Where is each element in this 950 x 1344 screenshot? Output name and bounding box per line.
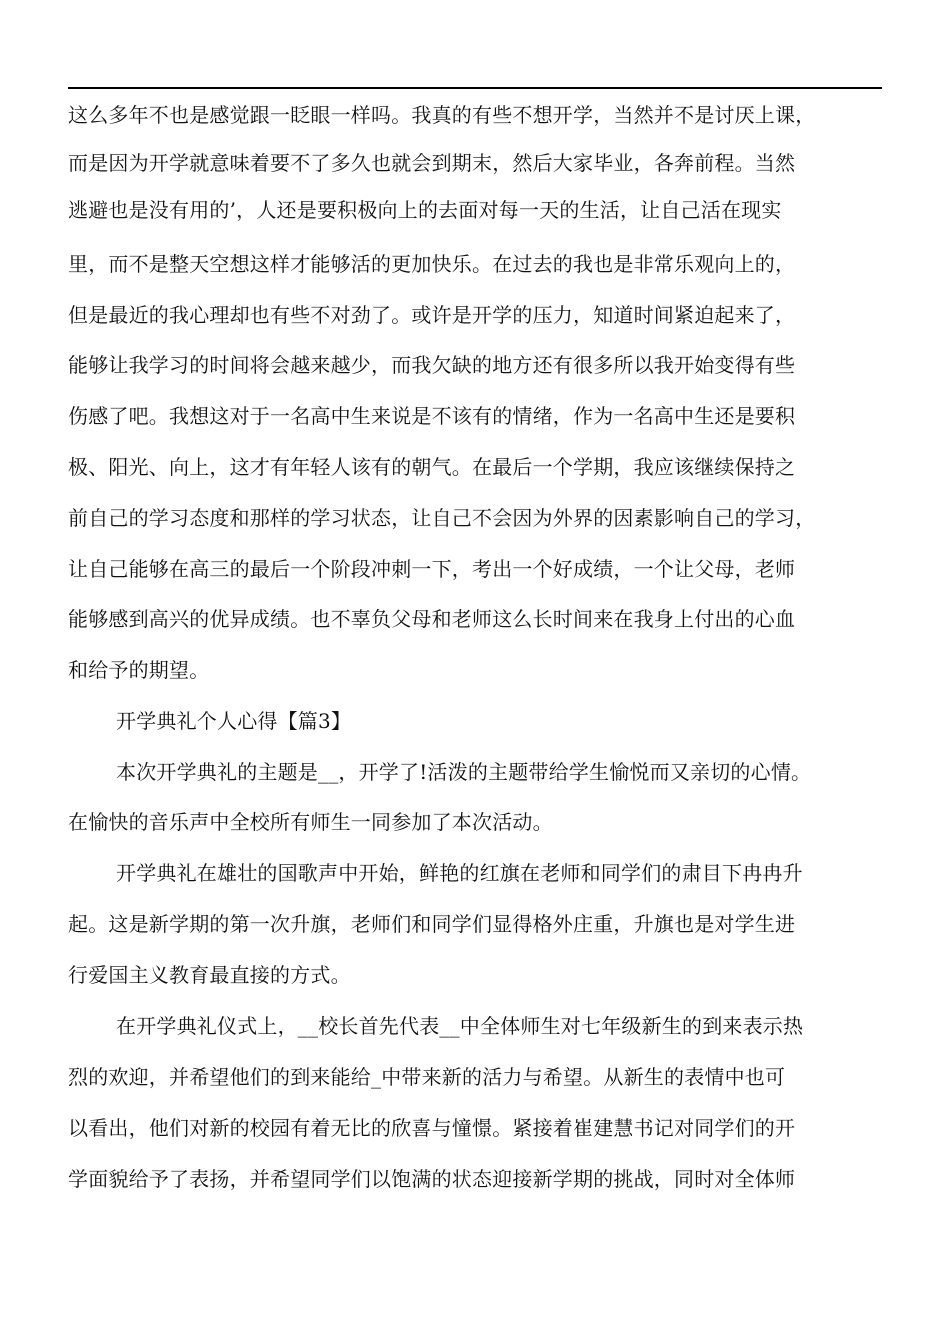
text-line: 但是最近的我心理却也有些不对劲了。或许是开学的压力，知道时间紧迫起来了， <box>68 303 796 327</box>
text-line: 烈的欢迎，并希望他们的到来能给_中带来新的活力与希望。从新生的表情中也可 <box>68 1065 786 1089</box>
header-rule <box>68 87 882 89</box>
text-line: 让自己能够在高三的最后一个阶段冲刺一下，考出一个好成绩，一个让父母，老师 <box>68 557 796 581</box>
section-heading: 开学典礼个人心得【篇3】 <box>116 709 352 733</box>
text-line: 和给予的期望。 <box>68 658 210 682</box>
text-line: 前自己的学习态度和那样的学习状态，让自己不会因为外界的因素影响自己的学习， <box>68 506 816 530</box>
text-line: 而是因为开学就意味着要不了多久也就会到期末，然后大家毕业，各奔前程。当然 <box>68 151 796 175</box>
text-line: 起。这是新学期的第一次升旗，老师们和同学们显得格外庄重，升旗也是对学生进 <box>68 912 796 936</box>
text-line: 极、阳光、向上，这才有年轻人该有的朝气。在最后一个学期，我应该继续保持之 <box>68 455 796 479</box>
text-line: 能够感到高兴的优异成绩。也不辜负父母和老师这么长时间来在我身上付出的心血 <box>68 607 796 631</box>
text-line: 本次开学典礼的主题是__，开学了!活泼的主题带给学生愉悦而又亲切的心情。 <box>116 760 812 784</box>
text-line: 开学典礼在雄壮的国歌声中开始，鲜艳的红旗在老师和同学们的肃目下冉冉升 <box>116 861 803 885</box>
text-line: 逃避也是没有用的’，人还是要积极向上的去面对每一天的生活，让自己活在现实 <box>68 198 782 222</box>
text-line: 行爱国主义教育最直接的方式。 <box>68 963 351 987</box>
text-line: 这么多年不也是感觉跟一眨眼一样吗。我真的有些不想开学，当然并不是讨厌上课， <box>68 103 816 127</box>
text-line: 伤感了吧。我想这对于一名高中生来说是不该有的情绪，作为一名高中生还是要积 <box>68 404 796 428</box>
text-line: 学面貌给予了表扬，并希望同学们以饱满的状态迎接新学期的挑战，同时对全体师 <box>68 1167 796 1191</box>
text-line: 在愉快的音乐声中全校所有师生一同参加了本次活动。 <box>68 810 553 834</box>
text-line: 能够让我学习的时间将会越来越少，而我欠缺的地方还有很多所以我开始变得有些 <box>68 353 796 377</box>
text-line: 以看出，他们对新的校园有着无比的欣喜与憧憬。紧接着崔建慧书记对同学们的开 <box>68 1116 796 1140</box>
text-line: 在开学典礼仪式上，__校长首先代表__中全体师生对七年级新生的到来表示热 <box>116 1014 804 1038</box>
text-line: 里，而不是整天空想这样才能够活的更加快乐。在过去的我也是非常乐观向上的， <box>68 252 796 276</box>
